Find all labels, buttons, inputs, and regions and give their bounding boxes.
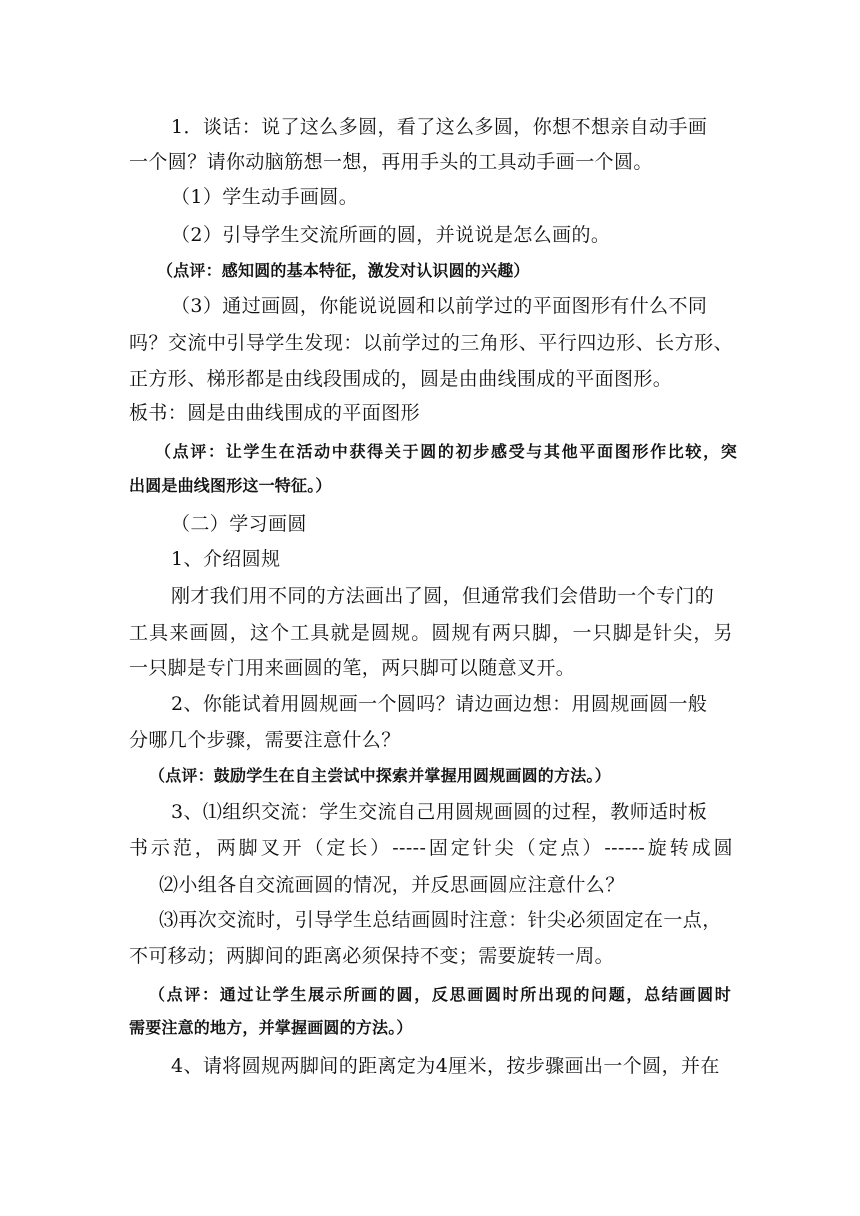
text-line: 刚才我们用不同的方法画出了圆，但通常我们会借助一个专门的: [171, 585, 715, 607]
text-line: （2）引导学生交流所画的圆，并说说是怎么画的。: [171, 224, 611, 246]
text-line: 一只脚是专门用来画圆的笔，两只脚可以随意叉开。: [129, 657, 576, 679]
text-line: 分哪几个步骤，需要注意什么？: [129, 729, 401, 751]
text-line: 不可移动；两脚间的距离必须保持不变；需要旋转一周。: [129, 945, 615, 967]
review-comment: （点评：感知圆的基本特征，激发对认识圆的兴趣）: [157, 261, 530, 280]
review-comment: （点评：让学生在活动中获得关于圆的初步感受与其他平面图形作比较，突: [155, 442, 737, 461]
text-line: 书示范，两脚叉开（定长）-----固定针尖（定点）------旋转成圆: [129, 837, 733, 859]
review-comment: 需要注意的地方，并掌握画圆的方法。）: [129, 1018, 413, 1037]
blackboard-note: 板书：圆是由曲线围成的平面图形: [129, 402, 421, 424]
text-line: 3、⑴组织交流：学生交流自己用圆规画圆的过程，教师适时板: [171, 801, 708, 823]
text-line: 2、你能试着用圆规画一个圆吗？请边画边想：用圆规画圆一般: [171, 693, 708, 715]
text-line: 1．谈话：说了这么多圆，看了这么多圆，你想不想亲自动手画: [171, 116, 708, 138]
text-line: 吗？交流中引导学生发现：以前学过的三角形、平行四边形、长方形、: [129, 332, 733, 354]
text-line: （3）通过画圆，你能说说圆和以前学过的平面图形有什么不同: [171, 295, 708, 317]
section-heading: （二）学习画圆: [171, 513, 307, 535]
review-comment: 出圆是曲线图形这一特征。）: [129, 476, 332, 495]
text-line: ⑶再次交流时，引导学生总结画圆时注意：针尖必须固定在一点，: [159, 909, 722, 931]
text-line: ⑵小组各自交流画圆的情况，并反思画圆应注意什么？: [159, 874, 625, 896]
text-line: （1）学生动手画圆。: [171, 186, 359, 208]
review-comment: （点评：鼓励学生在自主尝试中探索并掌握用圆规画圆的方法。）: [149, 766, 611, 785]
review-comment: （点评：通过让学生展示所画的圆，反思画圆时所出现的问题，总结画圆时: [149, 985, 731, 1004]
text-line: 工具来画圆，这个工具就是圆规。圆规有两只脚，一只脚是针尖，另: [129, 622, 733, 644]
subsection-heading: 1、介绍圆规: [171, 548, 281, 570]
text-line: 正方形、梯形都是由线段围成的，圆是由曲线围成的平面图形。: [129, 368, 673, 390]
text-line: 4、请将圆规两脚间的距离定为4厘米，按步骤画出一个圆，并在: [171, 1055, 720, 1077]
text-line: 一个圆？请你动脑筋想一想，再用手头的工具动手画一个圆。: [129, 151, 653, 173]
